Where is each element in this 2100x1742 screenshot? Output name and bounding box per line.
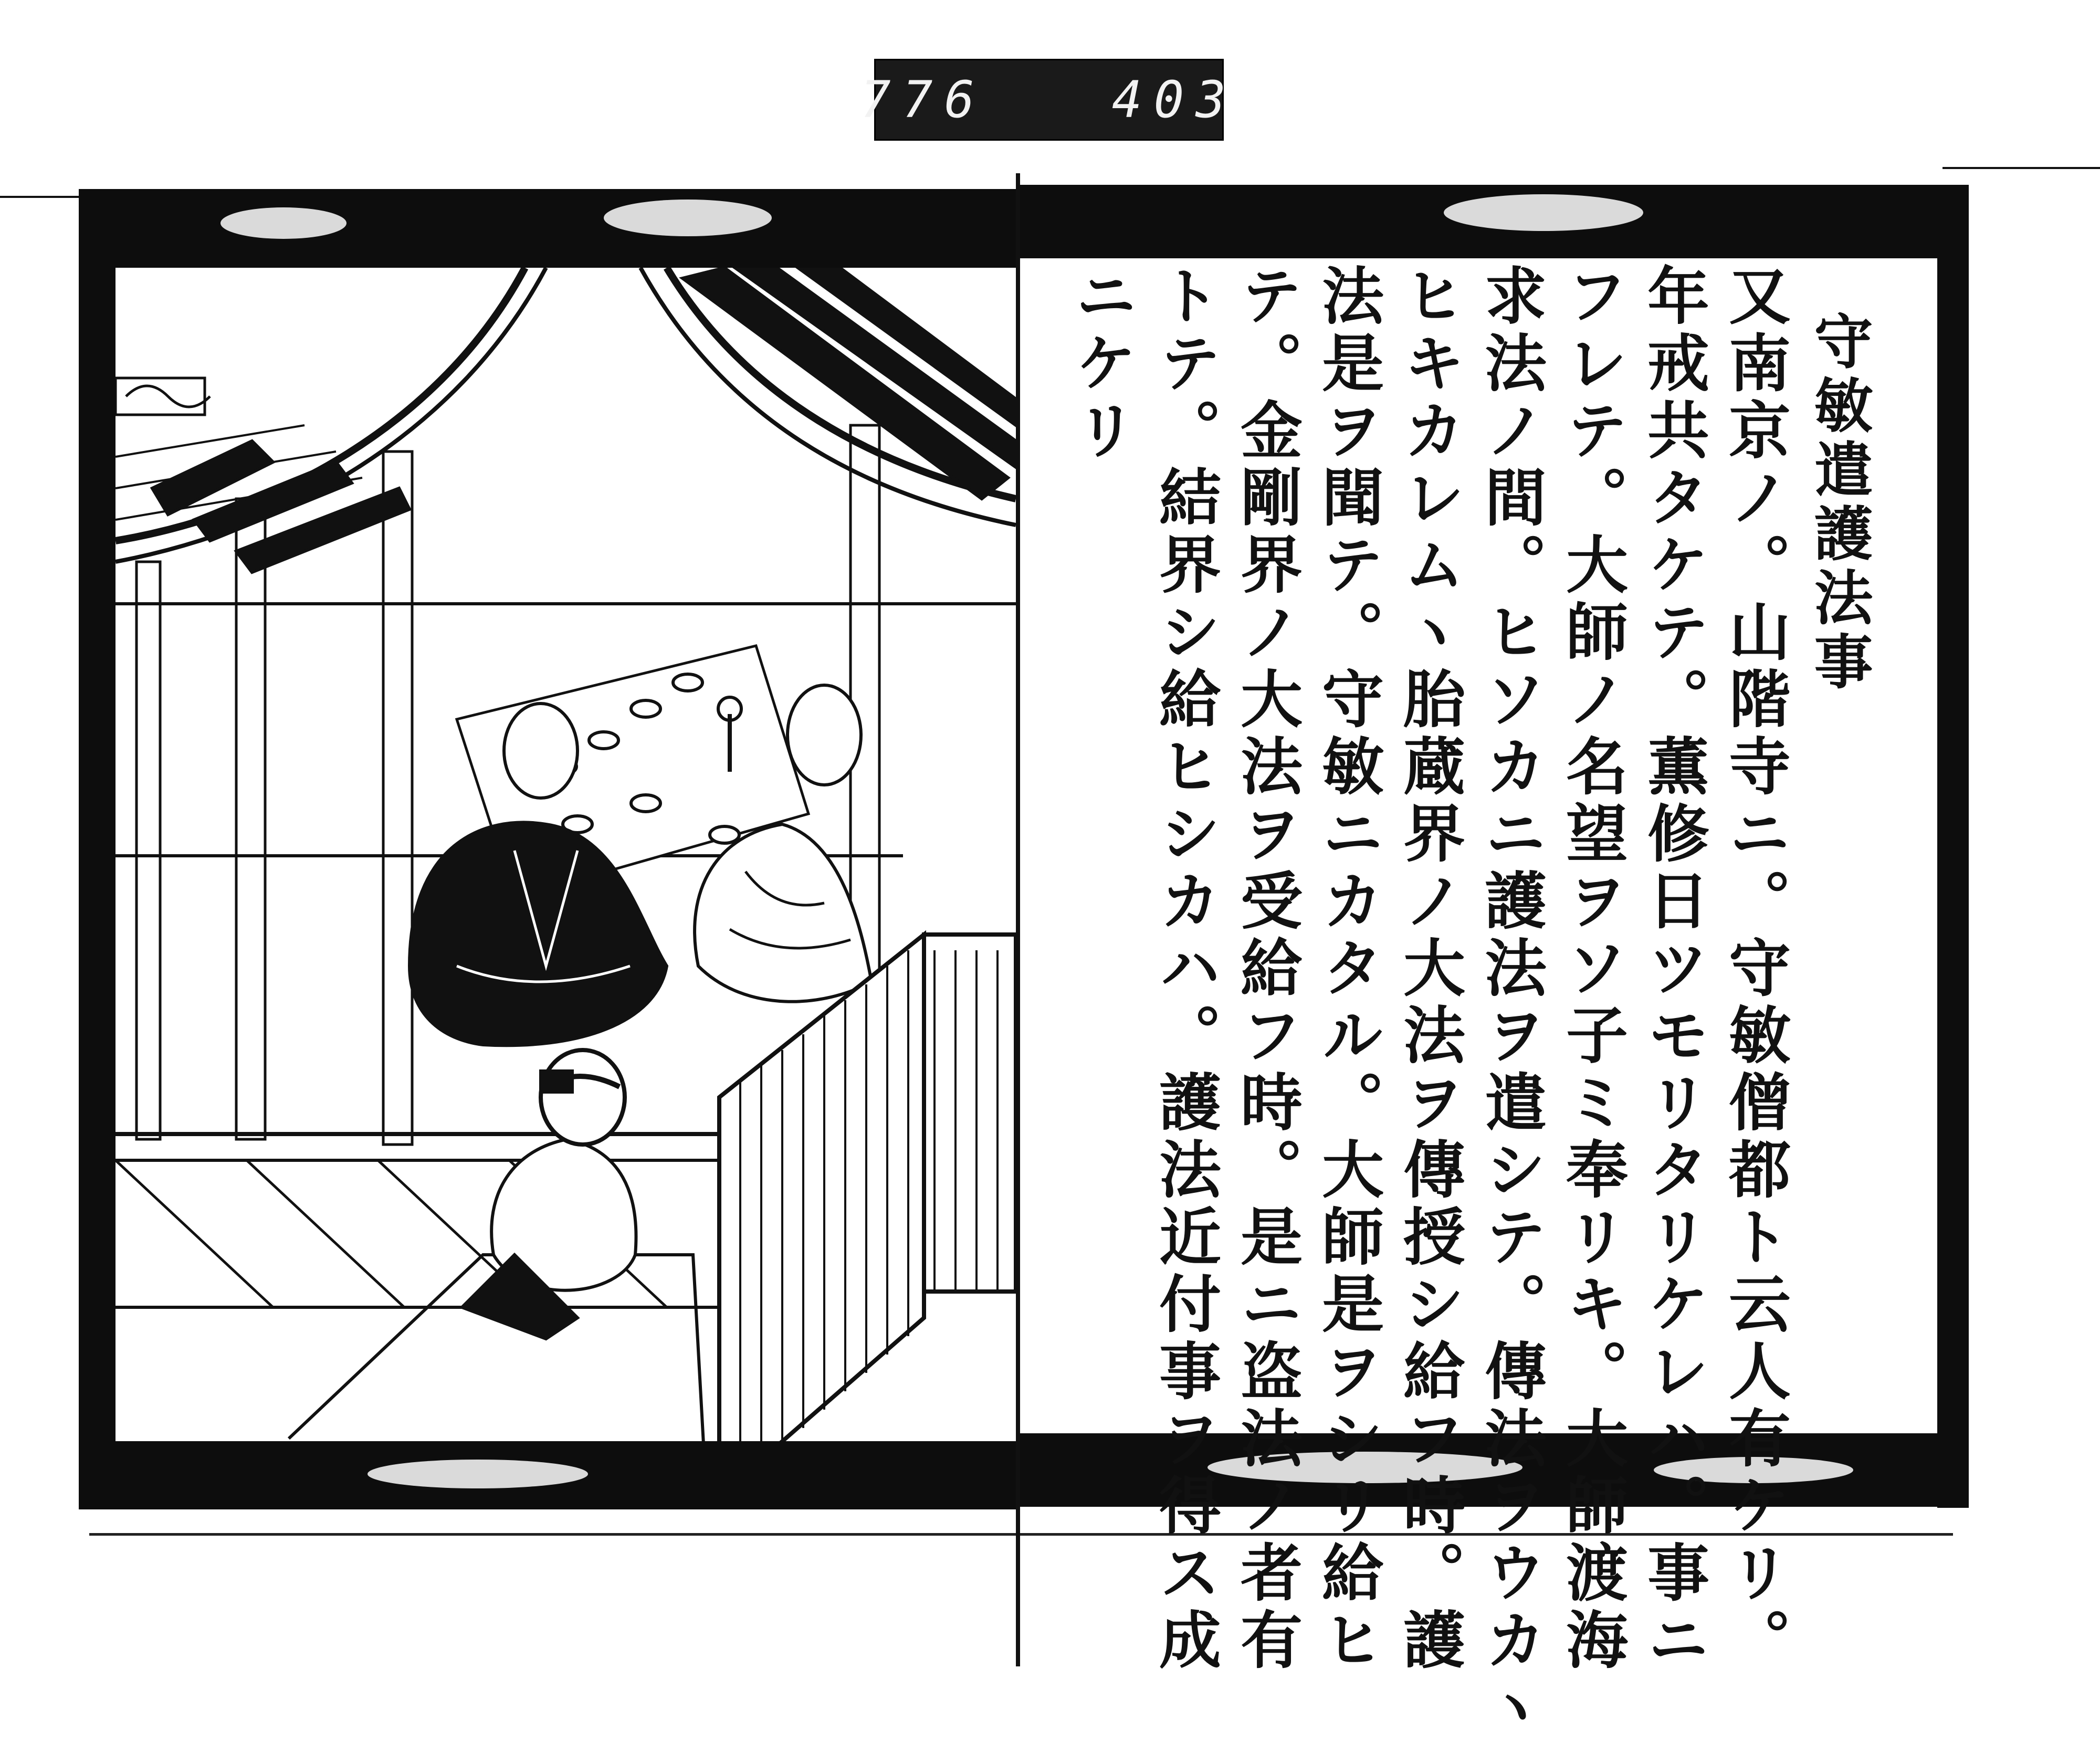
page-edge-rule-right [1942, 167, 2100, 169]
text-column: フレテ。大師ノ名望ヲソ子ミ奉リキ。大師渡海 [1556, 264, 1629, 1675]
text-column: 法是ヲ聞テ。守敏ニカタル。大師是ヲシリ給ヒ [1311, 264, 1384, 1675]
frame-right [1937, 185, 1969, 1508]
temple-scene-illustration [116, 268, 1016, 1441]
text-column: 年戒共タケテ。薫修日ツモリタリケレハ。事ニ [1637, 264, 1710, 1675]
frame-wear [604, 200, 772, 236]
frame-top-left [79, 189, 1018, 268]
text-column: テ。金剛界ノ大法ヲ受給フ時。是ニ盗法ノ者有 [1230, 264, 1303, 1675]
page-edge-rule-left [0, 196, 89, 198]
catalogue-label [860, 59, 1238, 141]
frame-wear [220, 207, 346, 239]
text-page [1020, 258, 1937, 1742]
text-column: ニケリ [1065, 264, 1138, 465]
catalogue-number: 776 403 [860, 70, 1238, 129]
section-title: 守敏遣護法事 [1804, 311, 1873, 695]
text-column: トテ。結界シ給ヒシカハ。護法近付事ヲ得ス成 [1149, 264, 1222, 1675]
frame-wear [1444, 194, 1643, 231]
frame-wear [368, 1460, 588, 1488]
book-spine-line [1016, 173, 1020, 1666]
illustration-panel [116, 268, 1016, 1441]
text-column: ヒキカレムヽ胎蔵界ノ大法ヲ傳授シ給フ時。護 [1393, 264, 1466, 1675]
text-column: 求法ノ間。ヒソカニ護法ヲ遣シテ。傳法ヲウカヽ [1474, 264, 1547, 1742]
text-column: 又南京ノ。山階寺ニ。守敏僧都ト云人有ケリ。 [1718, 264, 1791, 1675]
frame-left [79, 189, 116, 1509]
